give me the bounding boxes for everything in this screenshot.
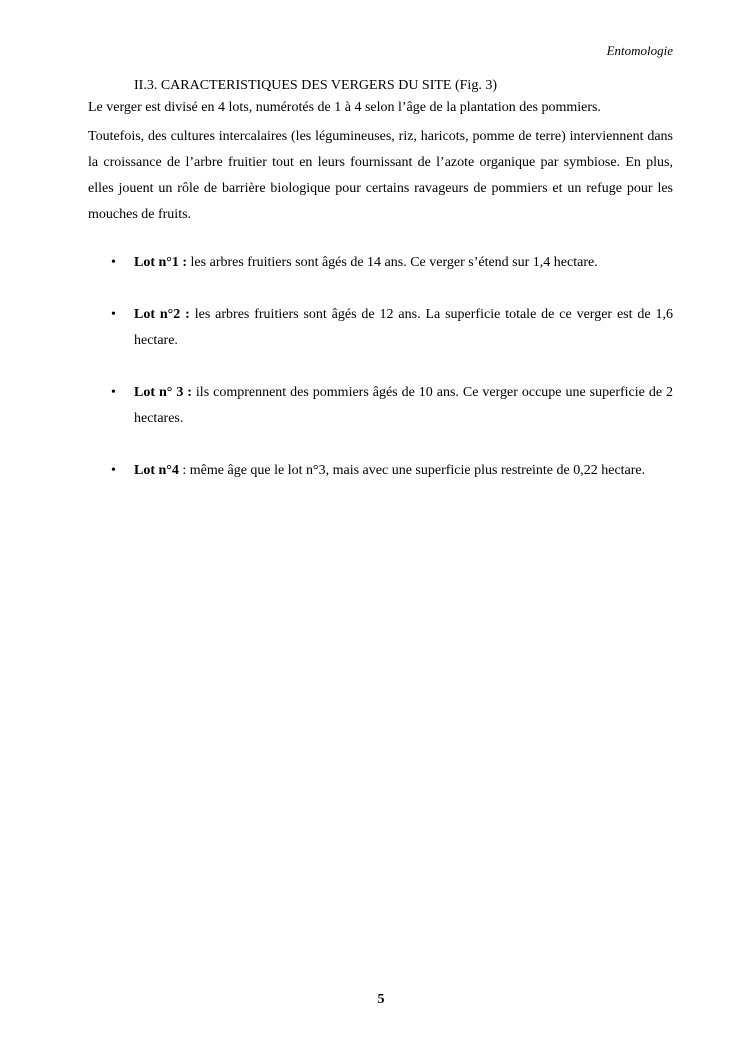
lot-description: : même âge que le lot n°3, mais avec une superficie plus restreinte de 0,22 hectare. — [178, 463, 646, 478]
running-header: Entomologie — [606, 43, 673, 58]
section-content — [88, 98, 673, 510]
section-heading: II.3. CARACTERISTIQUES DES VERGERS DU SITE (Fig. 3) — [134, 78, 497, 93]
body-paragraph: Toutefois, des cultures intercalaires (les légumineuses, riz, haricots, pomme de terre) interviennent dans la croissance de l’arbre fruitier tout en leurs fournissant de l’azote organique par symbiose. En plus, elles jouent un rôle de barrière biologique pour certains ravageurs de pommiers et un refuge pour les mouches de fruits. — [88, 129, 673, 222]
bullet-icon: • — [111, 307, 116, 322]
lot-item-1 — [88, 250, 673, 276]
bullet-icon: • — [111, 463, 116, 478]
bullet-icon: • — [111, 255, 116, 270]
lot-label: Lot n°1 : — [134, 255, 188, 270]
page-number: 5 — [377, 992, 385, 1007]
lot-label: Lot n°2 : — [134, 307, 190, 322]
lot-description: les arbres fruitiers sont âgés de 12 ans. La superficie totale de ce verger est de 1,6 hectare. — [134, 307, 674, 348]
lot-description: ils comprennent des pommiers âgés de 10 ans. Ce verger occupe une superficie de 2 hectares. — [134, 385, 674, 426]
intro-paragraph: Le verger est divisé en 4 lots, numérotés de 1 à 4 selon l’âge de la plantation des pommiers. — [88, 100, 601, 115]
lot-item-2 — [88, 302, 673, 354]
lot-description: les arbres fruitiers sont âgés de 14 ans. Ce verger s’étend sur 1,4 hectare. — [187, 255, 598, 270]
lot-label: Lot n°4 — [134, 463, 179, 478]
lot-item-3 — [88, 380, 673, 432]
lot-item-4 — [88, 458, 673, 484]
lot-list — [88, 250, 673, 484]
lot-label: Lot n° 3 : — [134, 385, 192, 400]
bullet-icon: • — [111, 385, 116, 400]
